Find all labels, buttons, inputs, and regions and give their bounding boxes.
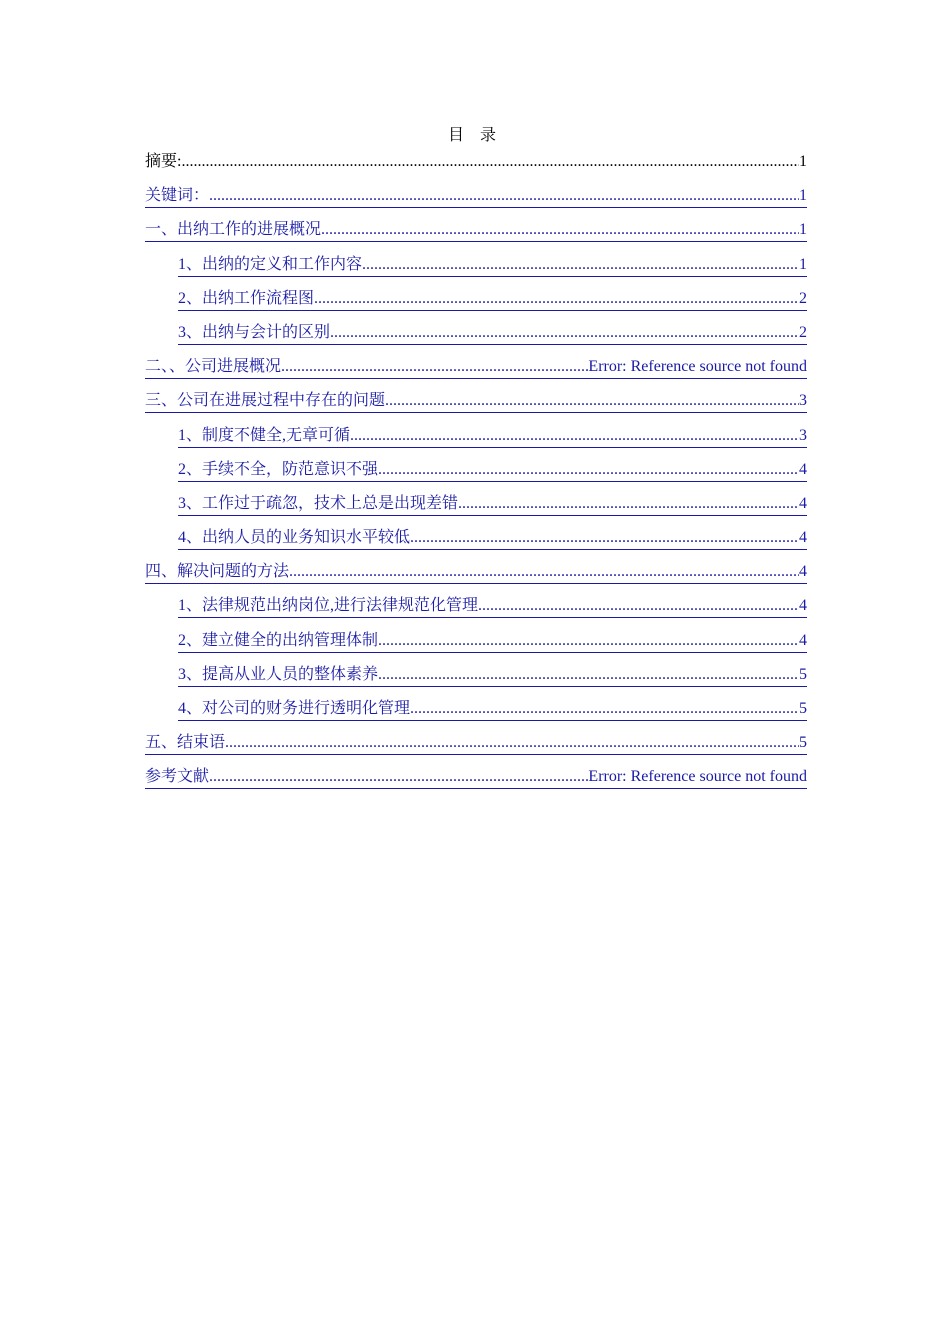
link-underline [145,788,807,789]
link-underline [178,310,807,311]
toc-entry-page-number: 2 [799,289,807,307]
toc-entry[interactable] [145,696,807,730]
toc-entry-page-number: Error: Reference source not found [588,358,807,376]
toc-entry-label: 2、建立健全的出纳管理体制 [178,631,379,649]
link-underline [178,652,807,653]
link-underline [145,207,807,208]
toc-leader-dots [330,322,799,344]
toc-entry-page-number: 1 [799,255,807,273]
toc-leader-dots [378,630,799,652]
toc-entry-label: 4、出纳人员的业务知识水平较低 [178,529,411,547]
toc-entry-label: 四、解决问题的方法 [145,563,290,581]
toc-title: 目 录 [447,127,502,144]
toc-entry-page-number: 1 [799,153,807,170]
toc-leader-dots [209,185,799,207]
link-underline [178,344,807,345]
toc-leader-dots [225,732,799,754]
toc-leader-dots [314,288,799,310]
toc-entry[interactable] [145,388,807,422]
link-underline [178,481,807,482]
toc-entry-page-number: 4 [799,631,807,649]
toc-entry-label: 3、出纳与会计的区别 [178,323,331,341]
toc-entry[interactable] [145,662,807,696]
toc-entry-page-number: 4 [799,529,807,547]
toc-entry-page-number: Error: Reference source not found [588,768,807,786]
table-of-contents [145,149,807,799]
toc-entry-page-number: 4 [799,597,807,615]
toc-leader-dots [181,151,799,173]
toc-leader-dots [410,527,799,549]
toc-entry-page-number: 5 [799,734,807,752]
toc-entry[interactable] [145,764,807,798]
toc-entry-page-number: 1 [799,187,807,205]
link-underline [178,515,807,516]
toc-entry[interactable] [145,286,807,320]
toc-entry[interactable] [145,457,807,491]
toc-entry-page-number: 4 [799,563,807,581]
toc-entry-label: 三、公司在进展过程中存在的问题 [145,392,386,410]
toc-entry-label: 3、提高从业人员的整体素养 [178,665,379,683]
toc-entry[interactable] [145,354,807,388]
toc-leader-dots [362,254,799,276]
toc-entry-page-number: 4 [799,460,807,478]
link-underline [178,549,807,550]
toc-entry-page-number: 5 [799,700,807,717]
toc-leader-dots [321,219,799,241]
toc-entry [145,149,807,183]
toc-entry-label: 摘要: [145,153,182,170]
toc-entry[interactable] [145,628,807,662]
link-underline [178,617,807,618]
toc-leader-dots [478,595,799,617]
toc-leader-dots [378,664,799,686]
toc-entry-label: 2、手续不全，防范意识不强 [178,460,379,478]
toc-entry-page-number: 5 [799,665,807,683]
toc-entry[interactable] [145,559,807,593]
link-underline [145,583,807,584]
toc-entry-label: 1、法律规范出纳岗位,进行法律规范化管理 [178,597,479,615]
link-underline [145,378,807,379]
link-underline [145,754,807,755]
link-underline [178,447,807,448]
toc-entry-label: 3、工作过于疏忽，技术上总是出现差错 [178,494,459,512]
toc-entry-page-number: 4 [799,494,807,512]
toc-leader-dots [289,561,799,583]
toc-entry-page-number: 1 [799,221,807,239]
toc-entry[interactable] [145,252,807,286]
toc-entry-page-number: 3 [799,426,807,444]
toc-leader-dots [350,425,799,447]
toc-leader-dots [385,390,799,412]
toc-entry[interactable] [145,320,807,354]
toc-entry-label: 1、出纳的定义和工作内容 [178,255,363,273]
toc-entry-label: 一、出纳工作的进展概况 [145,221,322,239]
toc-entry-label: 二、、公司进展概况 [145,358,282,376]
link-underline [178,720,807,721]
toc-entry[interactable] [145,593,807,627]
toc-entry-label: 2、出纳工作流程图 [178,289,315,307]
toc-entry-page-number: 3 [799,392,807,410]
toc-entry-page-number: 2 [799,323,807,341]
toc-leader-dots [410,698,799,720]
toc-entry-label: 关键词： [145,187,210,205]
link-underline [178,276,807,277]
toc-leader-dots [378,459,799,481]
toc-leader-dots [281,356,588,378]
link-underline [145,412,807,413]
toc-entry[interactable] [145,491,807,525]
toc-entry-label: 参考文献 [145,768,210,786]
link-underline [145,241,807,242]
toc-entry[interactable] [145,183,807,217]
toc-entry-label: 4、对公司的财务进行透明化管理 [178,700,411,717]
toc-entry[interactable] [145,730,807,764]
toc-entry-label: 1、制度不健全,无章可循 [178,426,351,444]
toc-entry[interactable] [145,423,807,457]
link-underline [178,686,807,687]
toc-entry[interactable] [145,217,807,251]
toc-leader-dots [209,766,588,788]
toc-entry[interactable] [145,525,807,559]
toc-entry-label: 五、结束语 [145,734,226,752]
toc-leader-dots [458,493,799,515]
